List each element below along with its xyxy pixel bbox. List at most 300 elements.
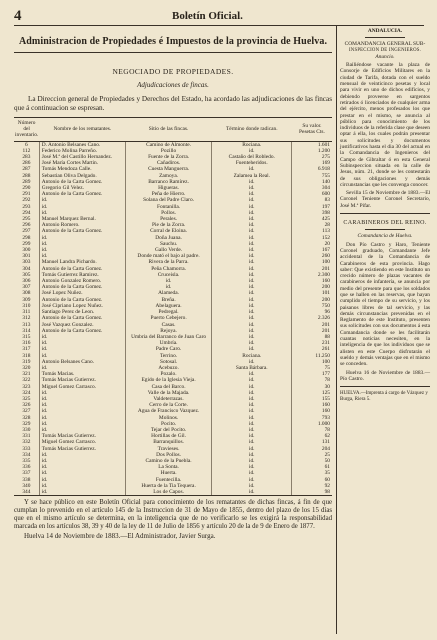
table-cell-n: 316 [14,340,39,346]
table-cell-n: 315 [14,334,39,340]
table-cell-site: Fuente de la Zorra. [125,154,211,160]
table-cell-name: id. [39,346,125,352]
table-cell-n: 329 [14,421,39,427]
table-cell-val: 201 [321,327,330,334]
table-cell-name: Antonio de la Carta Gomez. [39,179,125,185]
table-cell-name: Tomás Gutierrez Ramirez. [39,272,125,278]
table-cell-term: id. [212,210,292,216]
table-cell-site: Pedregal. [125,309,211,315]
table-cell-term: id. [212,241,292,247]
table-cell-val: 61 [324,464,330,471]
table-cell-n: 289 [14,179,39,185]
table-cell-n: 112 [14,148,39,154]
table-cell-name: id. [39,365,125,371]
table-cell-term: id. [212,477,292,483]
table-cell-name: Manuel Marquez Bernal. [39,216,125,222]
table-cell-n: 307 [14,284,39,290]
table-cell-site: Corral de Eloina. [125,228,211,234]
table-cell-site: Gallo Verde. [125,247,211,253]
table-cell-term: id. [212,228,292,234]
table-row [14,489,332,496]
title-rule [14,52,332,53]
table-cell-val: 167 [321,247,330,254]
table-cell-val: 78 [324,426,330,433]
table-cell-n: 299 [14,241,39,247]
table-cell-val: 160 [321,402,330,409]
table-cell-val: 1.000 [317,420,330,427]
table-cell-val: 25 [324,451,330,458]
table-cell-val: 60 [324,476,330,483]
table-cell-n: 298 [14,235,39,241]
signature-line: Huelva 14 de Noviembre de 1883.—El Administrador, Javier Surga. [24,532,216,541]
table-cell-n: 337 [14,470,39,476]
header-rule [14,25,424,26]
table-cell-name: id. [39,489,125,496]
side-paragraph-2: Sevilla 15 de Noviembre de 1883.—El Coronel Teniente Coronel Secretario, José M.ª Pifar. [340,190,430,209]
table-cell-val: 28 [324,222,330,229]
table-cell-term: id. [212,489,292,496]
table-cell-val: 6.918 [317,166,330,173]
main-title: Administracion de Propiedades é Impuestos de la provincia de Huelva. [18,36,328,47]
table-cell-n: 312 [14,315,39,321]
table-cell-term: id. [212,179,292,185]
table-cell-term: id. [212,266,292,272]
table-cell-n: 292 [14,197,39,203]
table-cell-term: id. [212,470,292,476]
table-cell-term: id. [212,303,292,309]
table-cell-site: Acebuzo. [125,365,211,371]
table-cell-term: id. [212,408,292,414]
table-cell-val: 398 [321,209,330,216]
table-cell-site: Los de Capos. [125,489,211,496]
table-cell-site: Fuentecilla. [125,477,211,483]
table-cell-val: 204 [321,445,330,452]
header-valor [292,118,332,142]
table-cell-site: Terrino. [125,353,211,359]
table-cell-site: Doña Juana. [125,235,211,241]
table-cell-site: Hortillas de Gil. [125,433,211,439]
table-cell-val: 201 [321,321,330,328]
table-cell-val: 155 [321,395,330,402]
table-cell-n: 305 [14,272,39,278]
table-cell-term: Castaño del Robledo. [212,154,292,160]
table-cell-name: id. [39,235,125,241]
table-cell-site: Umbria del Barranco de Juan Caro [125,334,211,340]
table-cell-val: 62 [324,433,330,440]
subsection-heading: Adjudicaciones de fincas. [137,81,209,89]
table-cell-val: 160 [321,278,330,285]
table-cell-site: id. [125,278,211,284]
table-cell-n: 290 [14,185,39,191]
table-cell-site: Camino de Almonte. [125,141,211,148]
table-cell-n: 317 [14,346,39,352]
table-cell-name: id. [39,452,125,458]
table-cell-val: 750 [321,302,330,309]
table-cell-n: 344 [14,489,39,496]
table-cell-name: id. [39,241,125,247]
table-cell-site: Camino de la Puebla. [125,458,211,464]
table-cell-val: 201 [321,265,330,272]
table-cell-val: 231 [321,340,330,347]
table-cell-site: Pozalo. [125,371,211,377]
table-cell-n: 328 [14,415,39,421]
table-cell-term: id. [212,328,292,334]
table-cell-name: id. [39,340,125,346]
table-cell-site: Rivera de la Parra. [125,259,211,265]
table-cell-val: 100 [321,259,330,266]
table-cell-site: Donde mató el bajo al padre. [125,253,211,259]
side-section-2: CARABINEROS DEL REINO. [343,220,427,227]
table-cell-name: Santiago Perez de Leon. [39,309,125,315]
page-number: 4 [14,8,22,24]
table-cell-term: id. [212,359,292,365]
table-cell-name: id. [39,247,125,253]
side-paragraph-1: Bailiéndose vacante la plaza de Consorje de Edificios Militares en la ciudad de Tarifa, dotada con el sueldo mensual de veinticinco pesetas y local para vivir en uno de dichos edificios, y debiendo proveerse en sargentos retirados ó licenciados de cualquier arma del ejército, menos profesados los que prestar en el mismo, se anuncia al público para conocimiento de los individuos de la referida clase que deseen optar á ella, los cuales podrán presentar sus solicitudes y documentos justificativos hasta el dia 30 del actual en la Comandancia de Ingenieros del Campo de Gibraltar ó en esta General Subinspeccion situada en la calle de Jesus, núm. 21, donde se les contestarán de sus obligaciones y demás circunstancias que les convenga conocer. [340,62,430,188]
table-cell-val: 83 [324,197,330,204]
table-cell-site: Sauchu. [125,241,211,247]
table-cell-name: id. [39,421,125,427]
table-cell-term: id. [212,427,292,433]
table-cell-name: José M.ª del Castillo Hernandez. [39,154,125,160]
table-cell-term: id. [212,421,292,427]
table-cell-val: 169 [321,160,330,167]
table-cell-name: Antonio de la Carta Gomez. [39,228,125,234]
table-cell-val: 100 [321,358,330,365]
table-cell-site: Cerro de la Corte. [125,402,211,408]
table-cell-name: Antonio de la Carta Gomez. [39,315,125,321]
table-cell-site: Huerta. [125,470,211,476]
table-cell-name: Gregorio Gil Velez. [39,185,125,191]
table-cell-site: Casa del Barco. [125,384,211,390]
table-cell-name: id. [39,408,125,414]
table-cell-name: id. [39,197,125,203]
table-cell-site: Cruceisla. [125,272,211,278]
table-cell-site: Valle de la Majada. [125,390,211,396]
imprint-line: HUELVA.—Imprenta á cargo de Vázquez y Burga, Riera 5. [340,391,428,403]
table-cell-term: id. [212,259,292,265]
table-cell-term: id. [212,253,292,259]
table-cell-term: id. [212,446,292,452]
header-nombre: Nombre de los rematantes. [39,118,125,142]
table-cell-name: Antonio Romero. [39,222,125,228]
side-command: COMANDANCIA GENERAL SUB- [344,41,426,48]
table-cell-val: 35 [324,470,330,477]
table-cell-name: Sebastian Oliva Delgado. [39,173,125,179]
table-cell-n: 321 [14,371,39,377]
table-cell-n: 295 [14,216,39,222]
table-cell-term: id. [212,415,292,421]
side-column [340,28,430,404]
table-header-row [14,118,332,142]
table-cell-val: 140 [321,178,330,185]
table-cell-val: 30 [324,383,330,390]
table-cell-name: Manuel Landra Pichardo. [39,259,125,265]
table-cell-n: 293 [14,204,39,210]
table-cell-val: 600 [321,191,330,198]
table-cell-n: 331 [14,433,39,439]
table-cell-n: 335 [14,458,39,464]
table-cell-site: Cuesta Manguerra. [125,166,211,172]
table-cell-val: 275 [321,154,330,161]
table-cell-val: 2.300 [317,271,330,278]
table-cell-val: 755 [321,172,330,179]
table-cell-term: id. [212,452,292,458]
table-cell-term: id. [212,235,292,241]
table-cell-site: Molinos. [125,415,211,421]
table-cell-name: Antonio Gonzalez Romero. [39,278,125,284]
table-cell-term: id. [212,458,292,464]
table-cell-name: José Cipriano Lopez Nuñez. [39,303,125,309]
table-cell-site: Casas. [125,322,211,328]
table-cell-n: 330 [14,427,39,433]
table-cell-val: 113 [322,228,330,235]
table-cell-name: id. [39,353,125,359]
table-cell-name: id. [39,477,125,483]
table-cell-val: 261 [321,346,330,353]
table-cell-n: 294 [14,210,39,216]
table-cell-val: 125 [321,389,330,396]
side-command-sub: INSPECCION DE INGENIEROS. [348,47,422,53]
table-cell-site: Dos Pollos. [125,452,211,458]
gazette-name: Boletín Oficial. [172,10,243,22]
side-rule-1 [340,213,430,214]
table-cell-n: 334 [14,452,39,458]
table-cell-val: 793 [321,414,330,421]
table-cell-n: 283 [14,154,39,160]
table-cell-term: id. [212,247,292,253]
table-cell-site: Pozillo [125,148,211,154]
table-cell-name: José María Cortes Martin. [39,160,125,166]
table-cell-term: id. [212,197,292,203]
table-cell-site: Umbría. [125,340,211,346]
table-cell-site: Padre Caro. [125,346,211,352]
page-header [14,8,424,24]
table-cell-term: Fuenteheridos. [212,160,292,166]
table-cell-term: id. [212,290,292,296]
table-cell-site: Pocito. [125,421,211,427]
section-heading: NEGOCIADO DE PROPIEDADES. [112,67,234,76]
table-cell-val: 96 [324,309,330,316]
table-cell-name: Tomás Macias Gutierrez. [39,446,125,452]
table-cell-n: 306 [14,278,39,284]
table-cell-name: Antonio de la Carta Gomez. [39,284,125,290]
table-cell-n: 327 [14,408,39,414]
header-numero: Número del inventario. [14,118,39,142]
main-column [14,28,332,540]
table-cell-n: 318 [14,353,39,359]
table-cell-val: 92 [324,482,330,489]
table-cell-val: 2.326 [317,315,330,322]
table-cell-site: Sotosal. [125,359,211,365]
table-cell-val: 88 [324,333,330,340]
header-sitio: Sitio de las fincas. [125,118,211,142]
table-cell-name: id. [39,427,125,433]
table-cell-val: 177 [321,371,330,378]
table-cell-name: id. [39,470,125,476]
table-cell-site: Tejar del Pocito. [125,427,211,433]
table-cell-term: id. [212,315,292,321]
side-rule-2 [340,386,430,387]
table-cell-n: 309 [14,297,39,303]
table-cell-term: id. [212,272,292,278]
table-cell-term: id. [212,322,292,328]
table-cell-name: id. [39,483,125,489]
table-cell-val: 200 [321,284,330,291]
table-cell-val: 1.601 [317,141,330,148]
table-cell-site: Peña de Hierro. [125,191,211,197]
table-cell-term: id. [212,216,292,222]
table-cell-n: 291 [14,191,39,197]
table-cell-site: Cañadiros. [125,160,211,166]
table-cell-term: id. [212,185,292,191]
table-cell-site: Pie de la Zorra. [125,222,211,228]
table-cell-name: id. [39,390,125,396]
table-cell-site: Alameda. [125,290,211,296]
table-cell-site: Travieses. [125,446,211,452]
table-cell-term: id. [212,371,292,377]
table-cell-name: Antonio de la Carta Gomez. [39,328,125,334]
table-cell-val: 200 [321,296,330,303]
table-body [14,141,332,496]
table-cell-site: Pollos. [125,210,211,216]
table-cell-n: 333 [14,446,39,452]
table-cell-site: Barranquillos. [125,439,211,445]
table-cell-n: 338 [14,477,39,483]
table-cell-name: Tomás Macias. [39,371,125,377]
side-short-rule [365,37,405,38]
header-valor-label: Su valor. [302,123,322,130]
table-cell-val: 260 [321,253,330,260]
table-cell-name: José Vazquez Gonzalez. [39,322,125,328]
table-cell-val: 152 [321,234,330,241]
table-cell-n: 300 [14,247,39,253]
table-cell-site: Puerto Cebejero. [125,315,211,321]
table-cell-val: 304 [321,185,330,192]
adjudications-table [14,117,332,496]
table-cell-term: id. [212,433,292,439]
table-cell-site: Agua de Francisco Vazquez. [125,408,211,414]
table-cell-name: id. [39,210,125,216]
table-cell-site: Egido de la Iglesia Vieja. [125,377,211,383]
table-cell-site: Perales. [125,216,211,222]
table-cell-site: Zamoya. [125,173,211,179]
table-cell-term: id. [212,222,292,228]
table-cell-site: Higueras. [125,185,211,191]
table-cell-val: 20 [324,240,330,247]
side-place: ANDALUCIA. [367,28,403,34]
header-termino: Término donde radican. [212,118,292,142]
table-cell-name: id. [39,204,125,210]
table-cell-term: Santa Bárbara. [212,365,292,371]
table-cell-term: id. [212,278,292,284]
table-cell-site: Solana del Padre Claro. [125,197,211,203]
table-cell-n: 287 [14,166,39,172]
table-cell-val: 1.200 [317,147,330,154]
table-cell-site: La Sonta. [125,464,211,470]
table-cell-term: id. [212,340,292,346]
table-cell-term: Zalamea la Real. [212,173,292,179]
table-cell-val: 75 [324,364,330,371]
table-cell-term: id. [212,284,292,290]
table-cell-val: 425 [321,216,330,223]
table-cell-site: Rejoya. [125,328,211,334]
table-cell-term: id. [212,377,292,383]
table-cell-term: id. [212,439,292,445]
table-cell-n: 324 [14,390,39,396]
table-cell-n: 303 [14,259,39,265]
table-cell-n: 311 [14,309,39,315]
column-divider [336,26,337,634]
table-cell-name: Tomás Macias Gutierrez. [39,433,125,439]
table-cell-name: id. [39,396,125,402]
table-cell-term: id. [212,297,292,303]
table-cell-term: id. [212,384,292,390]
table-cell-term: id. [212,483,292,489]
table-cell-term: id. [212,390,292,396]
table-cell-n: 6 [14,141,39,148]
table-cell-n: 297 [14,228,39,234]
table-cell-term: id. [212,191,292,197]
table-cell-site: Huerta de la Tia Tequera. [125,483,211,489]
side-short-rule-2 [365,229,405,230]
table-cell-name: Miguel Gomez Carrasco. [39,384,125,390]
table-cell-name: D. Antonio Belsanes Cano. [39,141,125,148]
table-cell-name: Antonio Belsanes Cano. [39,359,125,365]
table-cell-n: 323 [14,384,39,390]
table-cell-name: José Lopez Nuñez. [39,290,125,296]
side-paragraph-3: Don Pío Castro y Haro, Teniente Coronel graduado, Comandante Jefe accidental de la Comandancia de Carabineros de esta provincia. Hago saber: Que existiendo en este Instituto un crecido número de plazas vacantes de carabineros de infantería, se anuncia por medio del presente para que los soldados que se hallen en las reservas, que hayan cumplido el tiempo de su servicio, y los paisanos libres de tal servicio, y las demás circunstancias prevenidas en el Reglamento de este Instituto, presenten sus solicitudes con sus documentos á esta Comandancia donde se les facilitarán cuantas noticias necesiten, en la inteligencia de que los individuos que se alisten en este Cuerpo disfrutarán el sueldo y demás ventajas que en el mismo se conceden. [340,241,430,368]
notice-paragraph: Y se hace público en este Boletín Oficial para conocimiento de los rematantes de dichas fincas, á fin de que cumplan lo prevenido en el artículo 145 de la Instruccion de 31 de Mayo de 1855, dentro del plazo de los 15 días que en el mismo artículo se determina, en la inteligencia que de no verificarlo se les exigirá la responsabilidad marcada en los artículos 38, 39 y 40 de la ley de 11 de Julio de 1856 y artículo 20 de la de 9 de Enero de 1877. [14,499,332,531]
table-cell-n: 313 [14,322,39,328]
table-cell-name: Federico Molina Parreño. [39,148,125,154]
table-cell-n: 301 [14,253,39,259]
table-cell-name: id. [39,464,125,470]
table-cell-site: Breña. [125,297,211,303]
table-cell-site: id. [125,284,211,290]
table-cell-site: Peña Chamorra. [125,266,211,272]
table-cell-site: Barranco Ramírez. [125,179,211,185]
table-cell-n: 332 [14,439,39,445]
table-cell-term: id. [212,148,292,154]
table-cell-n: 314 [14,328,39,334]
table-cell-val: 131 [321,439,330,446]
table-cell-name: id. [39,415,125,421]
table-cell-term: id. [212,334,292,340]
table-cell-site: Fontanilla. [125,204,211,210]
header-valor-unit: Pesetas Cts. [299,129,325,136]
table-cell-term: id. [212,396,292,402]
table-cell-n: 325 [14,396,39,402]
table-cell-n: 308 [14,290,39,296]
table-cell-term: Rociana. [212,141,292,148]
table-cell-val: 197 [321,203,330,210]
table-cell-name: id. [39,402,125,408]
table-cell-n: 336 [14,464,39,470]
table-cell-term: id. [212,402,292,408]
table-cell-term: id. [212,204,292,210]
table-cell-val: 98 [292,489,332,496]
table-cell-name: Antonio de la Carta Gomez. [39,266,125,272]
table-cell-term: id. [212,166,292,172]
side-command-2: Comandancia de Huelva. [357,233,413,240]
table-cell-term: id. [212,309,292,315]
table-cell-n: 322 [14,377,39,383]
side-announce: Anuncio. [375,53,395,60]
table-cell-name: Miguel Gomez Carrasco. [39,439,125,445]
table-cell-val: 78 [324,377,330,384]
table-cell-name: id. [39,253,125,259]
table-cell-val: 160 [321,408,330,415]
